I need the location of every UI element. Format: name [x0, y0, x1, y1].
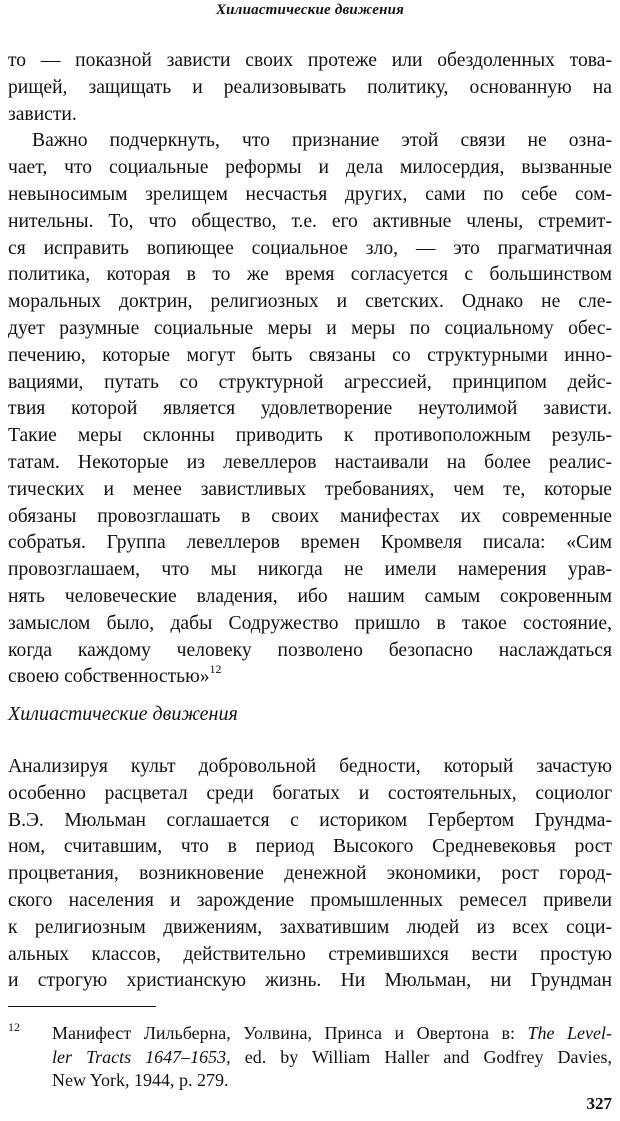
- footnote-line: New York, 1944, p. 279.: [52, 1070, 229, 1090]
- text-line: моральных доктрин, религиозных и светских. Однако не сле-: [8, 291, 612, 313]
- text-line: рищей, защищать и реализовывать политику, основанную на: [8, 76, 612, 98]
- footnote-number: 12: [8, 1020, 20, 1034]
- text-line: особенно расцветал среди богатых и состоятельных, социолог: [8, 782, 612, 804]
- text-line: нительны. То, что общество, т.е. его активные члены, стремит-: [8, 210, 612, 232]
- text-line: [8, 664, 612, 691]
- text-line: обязаны провозглашать в своих манифестах их современные: [8, 505, 612, 527]
- footnote-body: [52, 1022, 612, 1093]
- text-line: татам. Некоторые из левеллеров настаивали на более реалис-: [8, 451, 612, 473]
- text-line: вациями, путать со структурной агрессией, принципом дейс-: [8, 371, 612, 393]
- footnote-title: ler Tracts 1647–1653,: [52, 1046, 231, 1067]
- footnote-text: ed. by William Haller and Godfrey Davies,: [230, 1046, 612, 1067]
- text-line: Важно подчеркнуть, что признание этой связи не озна-: [32, 130, 612, 152]
- text-line: собратья. Группа левеллеров времен Кромвеля писала: «Сим: [8, 532, 612, 554]
- text-line: В.Э. Мюльман соглашается с историком Гербертом Грундма-: [8, 809, 612, 831]
- text-line: печению, которые могут быть связаны со структурными инно-: [8, 344, 612, 366]
- text-line: нять человеческие владения, ибо нашим самым сокровенным: [8, 585, 612, 607]
- main-text-block: [8, 48, 612, 691]
- text-line: Анализируя культ добровольной бедности, который зачастую: [8, 756, 612, 777]
- paragraph-3: [8, 754, 612, 995]
- section-heading: Хилиастические движения: [8, 703, 238, 725]
- text-line: дует разумные социальные меры и меры по социальному обес-: [8, 317, 612, 339]
- paragraph-2: [8, 128, 612, 691]
- text-line: альных классов, действительно стремившихся вести простую: [8, 943, 612, 965]
- paragraph-1: [8, 48, 612, 128]
- text-line: провозглашаем, что мы никогда не имели намерения урав-: [8, 559, 612, 581]
- page-number: 327: [586, 1094, 612, 1113]
- text-line: чает, что социальные реформы и дела милосердия, вызванные: [8, 157, 612, 179]
- footnote-line: [52, 1022, 612, 1046]
- text-line: и строгую христианскую жизнь. Ни Мюльман, ни Грундман: [8, 970, 612, 992]
- text-line: ского населения и зарождение промышленных ремесел привели: [8, 889, 612, 911]
- text-line: невыносимым зрелищем несчастья других, сами по себе сом-: [8, 183, 612, 205]
- footnote-divider: [8, 1006, 156, 1007]
- text-line: процветания, возникновение денежной экономики, рост город-: [8, 863, 612, 885]
- text-line: политика, которая в то же время согласуется с большинством: [8, 264, 612, 286]
- text-line: зависти.: [8, 103, 77, 125]
- footnote-title: The Level-: [527, 1023, 612, 1043]
- text-line: к религиозным движениям, захватившим людей из всех соци-: [8, 916, 612, 938]
- text-line: когда каждому человеку позволено безопасно наслаждаться: [8, 639, 612, 661]
- text-line: твия которой является удовлетворение неутолимой зависти.: [8, 398, 612, 420]
- text-line-content: своею собственностью»: [8, 666, 210, 688]
- footnote-line: [52, 1046, 612, 1070]
- text-line: замыслом было, дабы Содружество пришло в такое состояние,: [8, 612, 612, 634]
- footnote-reference[interactable]: 12: [209, 662, 222, 677]
- text-line: то — показной зависти своих протеже или обездоленных това-: [8, 50, 612, 71]
- text-line: ся исправить вопиющее социальное зло, — это прагматичная: [8, 237, 612, 259]
- footnote: [8, 1022, 612, 1093]
- text-line: ном, считавшим, что в период Высокого Средневековья рост: [8, 836, 612, 858]
- running-head: Хилиастические движения: [215, 2, 405, 18]
- text-line: Такие меры склонны приводить к противоположным резуль-: [8, 425, 612, 447]
- footnote-text: Манифест Лильберна, Уолвина, Принса и Овертона в:: [52, 1023, 528, 1043]
- text-line: тических и менее завистливых требованиях, чем те, которые: [8, 478, 612, 500]
